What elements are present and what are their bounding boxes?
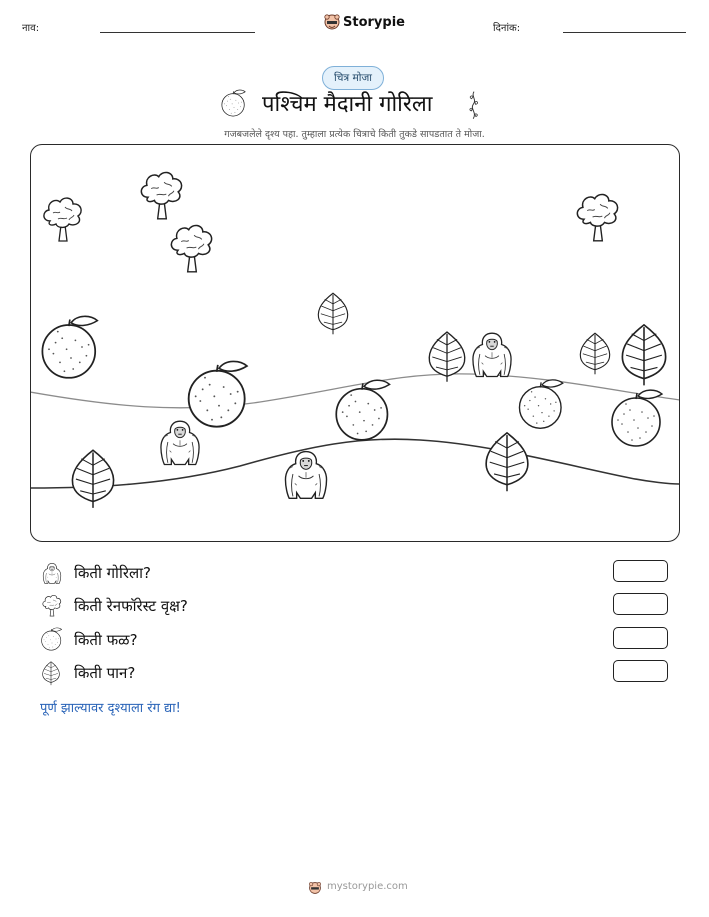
orange-icon <box>336 380 389 440</box>
counting-scene <box>30 144 680 542</box>
gorilla-icon <box>161 421 199 464</box>
name-field[interactable] <box>100 32 255 33</box>
orange-icon <box>519 380 562 428</box>
page-title: पश्चिम मैदानी गोरिला <box>262 92 433 117</box>
storypie-logo-icon <box>323 13 341 31</box>
orange-icon <box>42 316 97 377</box>
orange-icon <box>40 627 64 655</box>
question-text: किती फळ? <box>74 631 138 649</box>
answer-box[interactable] <box>613 627 668 649</box>
coloring-instruction: पूर्ण झाल्यावर दृश्याला रंग द्या! <box>40 701 181 716</box>
answer-box[interactable] <box>613 560 668 582</box>
near-hill-line <box>30 439 680 488</box>
date-label: दिनांक: <box>493 23 521 34</box>
leaf-icon <box>622 325 665 385</box>
question-row <box>40 593 670 619</box>
brand-name: Storypie <box>343 15 405 30</box>
leaf-icon <box>486 433 528 491</box>
question-row <box>40 660 670 686</box>
date-field[interactable] <box>563 32 686 33</box>
tree-icon <box>40 593 64 621</box>
leaf-icon <box>580 333 609 374</box>
footer-url[interactable]: mystorypie.com <box>327 881 408 892</box>
storypie-logo-icon <box>308 880 322 894</box>
vine-icon <box>466 90 482 122</box>
leaf-icon <box>318 293 347 334</box>
question-row <box>40 627 670 653</box>
orange-icon <box>220 89 248 117</box>
question-row <box>40 560 670 586</box>
gorilla-icon <box>473 333 511 376</box>
tree-icon <box>44 198 81 241</box>
gorilla-icon <box>285 452 326 499</box>
tree-icon <box>577 194 617 240</box>
question-text: किती पान? <box>74 664 136 682</box>
orange-icon <box>612 390 662 446</box>
page-subtitle: गजबजलेले दृश्य पहा. तुम्हाला प्रत्येक चित्राचे किती तुकडे सापडतात ते मोजा. <box>224 129 485 140</box>
tree-icon <box>171 225 211 271</box>
question-text: किती गोरिला? <box>74 564 151 582</box>
orange-icon <box>189 361 247 426</box>
gorilla-icon <box>40 560 64 590</box>
leaf-icon <box>40 660 64 690</box>
tree-icon <box>141 172 181 218</box>
name-label: नाव: <box>22 23 40 34</box>
answer-box[interactable] <box>613 593 668 615</box>
question-text: किती रेनफॉरेस्ट वृक्ष? <box>74 597 188 615</box>
activity-badge: चित्र मोजा <box>322 66 384 90</box>
answer-box[interactable] <box>613 660 668 682</box>
leaf-icon <box>72 450 113 508</box>
